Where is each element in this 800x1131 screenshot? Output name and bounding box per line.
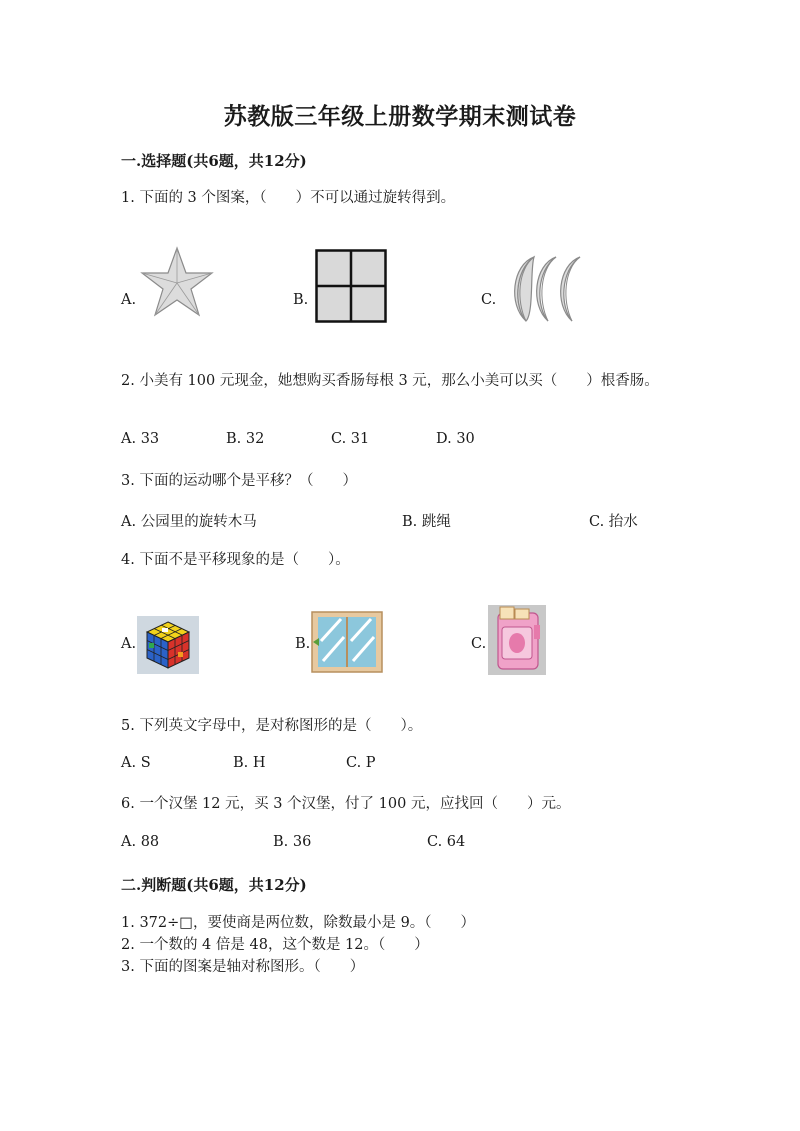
q6-option-b: B. 36 — [273, 834, 312, 850]
q6-option-a: A. 88 — [121, 834, 160, 850]
question-2: 2. 小美有 100 元现金，她想购买香肠每根 3 元，那么小美可以买（ ）根香肠。 — [121, 373, 659, 389]
star-figure — [139, 245, 215, 321]
toaster-picture — [488, 605, 546, 675]
judgement-item-2: 2. 一个数的 4 倍是 48，这个数是 12。（ ） — [121, 937, 429, 953]
question-6: 6. 一个汉堡 12 元，买 3 个汉堡，付了 100 元，应找回（ ）元。 — [121, 796, 571, 812]
q2-option-a: A. 33 — [121, 431, 160, 447]
question-3: 3. 下面的运动哪个是平移？（ ） — [121, 473, 357, 489]
section-heading-choice: 一.选择题(共6题，共12分) — [121, 152, 307, 170]
rubiks-cube-picture — [137, 616, 199, 674]
q2-option-b: B. 32 — [226, 431, 265, 447]
q3-option-a: A. 公园里的旋转木马 — [121, 514, 257, 530]
q6-option-c: C. 64 — [427, 834, 466, 850]
judgement-item-1: 1. 372÷□，要使商是两位数，除数最小是 9。（ ） — [121, 915, 476, 931]
question-5: 5. 下列英文字母中，是对称图形的是（ ）。 — [121, 718, 423, 734]
sliding-window-picture — [311, 611, 383, 673]
judgement-item-3: 3. 下面的图案是轴对称图形。（ ） — [121, 959, 365, 975]
q1-option-a-label: A. — [121, 292, 137, 308]
square-grid-figure — [315, 249, 387, 323]
q5-option-c: C. P — [346, 755, 376, 771]
q5-option-a: A. S — [121, 755, 151, 771]
section-heading-judgement: 二.判断题(共6题，共12分) — [121, 876, 307, 894]
q3-option-b: B. 跳绳 — [402, 514, 451, 530]
q2-option-d: D. 30 — [436, 431, 475, 447]
q1-option-b-label: B. — [293, 292, 309, 308]
q3-option-c: C. 抬水 — [589, 514, 638, 530]
page-title: 苏教版三年级上册数学期末测试卷 — [223, 103, 577, 130]
question-1: 1. 下面的 3 个图案，（ ）不可以通过旋转得到。 — [121, 190, 456, 206]
q5-option-b: B. H — [233, 755, 266, 771]
q1-option-c-label: C. — [481, 292, 497, 308]
q4-option-a-label: A. — [121, 636, 137, 652]
q2-option-c: C. 31 — [331, 431, 370, 447]
q4-option-c-label: C. — [471, 636, 487, 652]
crescent-moons-figure — [504, 255, 584, 323]
question-4: 4. 下面不是平移现象的是（ ）。 — [121, 552, 350, 568]
q4-option-b-label: B. — [295, 636, 311, 652]
